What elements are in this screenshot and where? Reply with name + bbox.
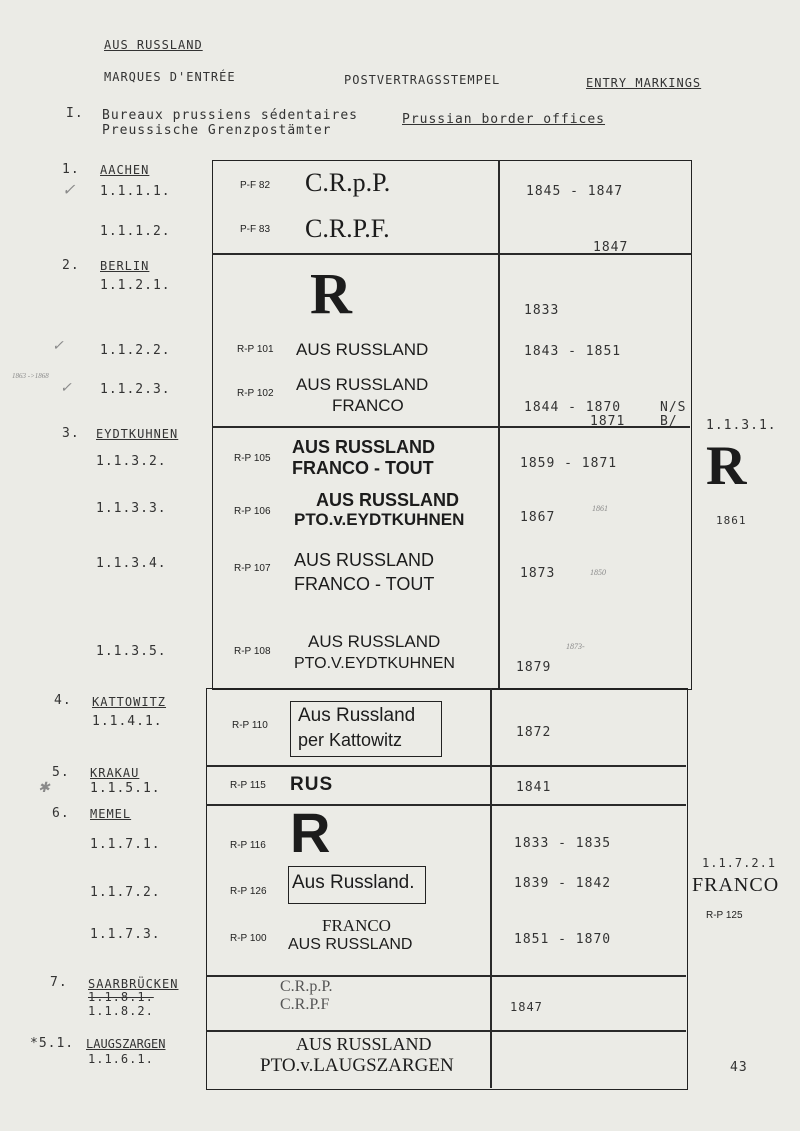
group-name: MEMEL — [90, 807, 132, 821]
entry-code: R-P 102 — [237, 388, 274, 399]
stamp-text: C.R.p.P. — [305, 168, 391, 197]
entry-years: 1879 — [516, 660, 552, 675]
stamp-letter-r: R — [290, 801, 331, 864]
entry-id: 1.1.2.2. — [100, 343, 171, 358]
stamp-text: RUS — [290, 774, 334, 795]
entry-note: N/S — [660, 400, 687, 415]
row-divider — [206, 975, 686, 977]
stamp-line-2: PTO.V.EYDTKUHNEN — [294, 655, 455, 672]
group-name: BERLIN — [100, 259, 150, 273]
entry-id: 1.1.7.2. — [90, 885, 161, 900]
entry-id: 1.1.3.3. — [96, 501, 167, 516]
title-de: POSTVERTRAGSSTEMPEL — [344, 73, 501, 87]
group-name: AACHEN — [100, 163, 150, 177]
entry-code: R-P 101 — [237, 344, 274, 355]
entry-id: 1.1.2.3. — [100, 382, 171, 397]
stamp-line-2: FRANCO — [332, 396, 404, 415]
entry-code: R-P 110 — [232, 720, 268, 731]
column-divider-lower — [490, 688, 492, 1088]
entry-id: 1.1.1.2. — [100, 224, 171, 239]
stamp-line-1: AUS RUSSLAND — [296, 375, 429, 394]
entry-years: 1872 — [516, 725, 552, 740]
title-en: ENTRY MARKINGS — [586, 76, 702, 90]
pencil-note: 1850 — [590, 568, 606, 577]
column-divider-upper — [498, 160, 500, 688]
stamp-line-1: FRANCO — [322, 916, 391, 935]
entry-years-2: 1871 — [590, 414, 626, 429]
group-name: LAUGSZARGEN — [86, 1037, 166, 1051]
check-mark: ✓ — [60, 381, 72, 396]
section-de: Preussische Grenzpostämter — [102, 123, 332, 138]
stamp-line-1: Aus Russland — [298, 705, 416, 726]
stamp-text: AUS RUSSLAND — [296, 340, 429, 359]
country-heading: AUS RUSSLAND — [104, 38, 203, 52]
entry-years: 1833 — [524, 303, 560, 318]
stamp-line-2: FRANCO - TOUT — [294, 574, 435, 594]
stamp-line-2: per Kattowitz — [298, 730, 403, 750]
stamp-line-2: FRANCO - TOUT — [292, 458, 434, 478]
group-number: 2. — [62, 258, 80, 273]
group-name: KATTOWITZ — [92, 695, 167, 709]
side-entry-year: 1861 — [716, 514, 747, 527]
group-name: EYDTKUHNEN — [96, 427, 179, 441]
stamp-line-1: AUS RUSSLAND — [296, 1034, 432, 1054]
group-name: SAARBRÜCKEN — [88, 977, 179, 991]
entry-years: 1833 - 1835 — [514, 836, 612, 851]
entry-id: 1.1.2.1. — [100, 278, 171, 293]
entry-id: 1.1.1.1. — [100, 184, 171, 199]
side-entry-id: 1.1.7.2.1 — [702, 856, 777, 870]
group-number: 3. — [62, 426, 80, 441]
group-number: 5. — [52, 765, 70, 780]
stamp-line-1: AUS RUSSLAND — [308, 632, 441, 651]
side-stamp-letter-r: R — [706, 435, 747, 497]
check-mark: ✓ — [62, 182, 76, 199]
entry-code: R-P 115 — [230, 780, 266, 791]
entry-years: 1847 — [510, 1000, 543, 1014]
check-mark: ✓ — [52, 339, 64, 354]
pencil-note: 1873- — [566, 642, 585, 651]
page-number: 43 — [730, 1060, 748, 1075]
row-divider — [206, 765, 686, 767]
stamp-line-1: AUS RUSSLAND — [292, 437, 436, 457]
entry-years: 1844 - 1870 — [524, 400, 622, 415]
group-number: 6. — [52, 806, 70, 821]
entry-years: 1845 - 1847 — [526, 184, 624, 199]
title-fr: MARQUES D'ENTRÉE — [104, 70, 236, 84]
section-fr: Bureaux prussiens sédentaires — [102, 108, 358, 123]
group-number: *5.1. — [30, 1036, 75, 1051]
entry-code: R-P 108 — [234, 646, 271, 657]
asterisk-mark: ✱ — [38, 781, 50, 796]
entry-years: 1851 - 1870 — [514, 932, 612, 947]
entry-note: B/ — [660, 414, 678, 429]
entry-years: 1847 — [593, 240, 629, 255]
row-divider — [206, 804, 686, 806]
entry-code: R-P 106 — [234, 506, 271, 517]
entry-id: 1.1.8.2. — [88, 1004, 154, 1018]
entry-code: R-P 126 — [230, 886, 267, 897]
group-name: KRAKAU — [90, 766, 140, 780]
entry-code: R-P 105 — [234, 453, 271, 464]
side-stamp-text: FRANCO — [692, 874, 780, 896]
stamp-line-2: PTO.v.EYDTKUHNEN — [294, 510, 465, 529]
entry-id: 1.1.5.1. — [90, 781, 161, 796]
row-divider — [206, 1030, 686, 1032]
entry-id: 1.1.4.1. — [92, 714, 163, 729]
stamp-line-1: AUS RUSSLAND — [316, 490, 460, 510]
entry-years: 1873 — [520, 566, 556, 581]
group-number: 4. — [54, 693, 72, 708]
stamp-text: C.R.P.F. — [305, 214, 390, 243]
pencil-note: 1861 — [592, 504, 608, 513]
entry-code: P-F 83 — [240, 224, 271, 235]
stamp-line-2: PTO.v.LAUGSZARGEN — [260, 1055, 454, 1076]
entry-years: 1859 - 1871 — [520, 456, 618, 471]
pencil-note: 1863 ->1868 — [12, 372, 49, 380]
stamp-line-1: AUS RUSSLAND — [294, 550, 435, 570]
stamp-letter-r: R — [310, 261, 352, 326]
entry-id: 1.1.3.2. — [96, 454, 167, 469]
entry-id: 1.1.7.1. — [90, 837, 161, 852]
entry-years: 1841 — [516, 780, 552, 795]
group-number: 7. — [50, 975, 68, 990]
entry-id: 1.1.7.3. — [90, 927, 161, 942]
stamp-line-1: C.R.p.P. — [280, 978, 333, 995]
section-en: Prussian border offices — [402, 112, 606, 127]
entry-years: 1843 - 1851 — [524, 344, 622, 359]
entry-code: R-P 100 — [230, 933, 267, 944]
stamp-line-2: AUS RUSSLAND — [288, 936, 413, 953]
entry-id: 1.1.8.1. — [88, 990, 154, 1004]
group-number: 1. — [62, 162, 80, 177]
entry-id: 1.1.3.5. — [96, 644, 167, 659]
entry-id: 1.1.3.4. — [96, 556, 167, 571]
stamp-line-2: C.R.P.F — [280, 996, 330, 1013]
entry-code: P-F 82 — [240, 180, 271, 191]
stamp-text: Aus Russland. — [292, 872, 415, 893]
entry-code: R-P 107 — [234, 563, 271, 574]
entry-code: R-P 116 — [230, 840, 266, 851]
side-entry-id: 1.1.3.1. — [706, 418, 777, 433]
entry-years: 1867 — [520, 510, 556, 525]
entry-years: 1839 - 1842 — [514, 876, 612, 891]
entry-id: 1.1.6.1. — [88, 1052, 154, 1066]
section-number: I. — [66, 106, 84, 121]
side-entry-code: R-P 125 — [706, 910, 743, 921]
